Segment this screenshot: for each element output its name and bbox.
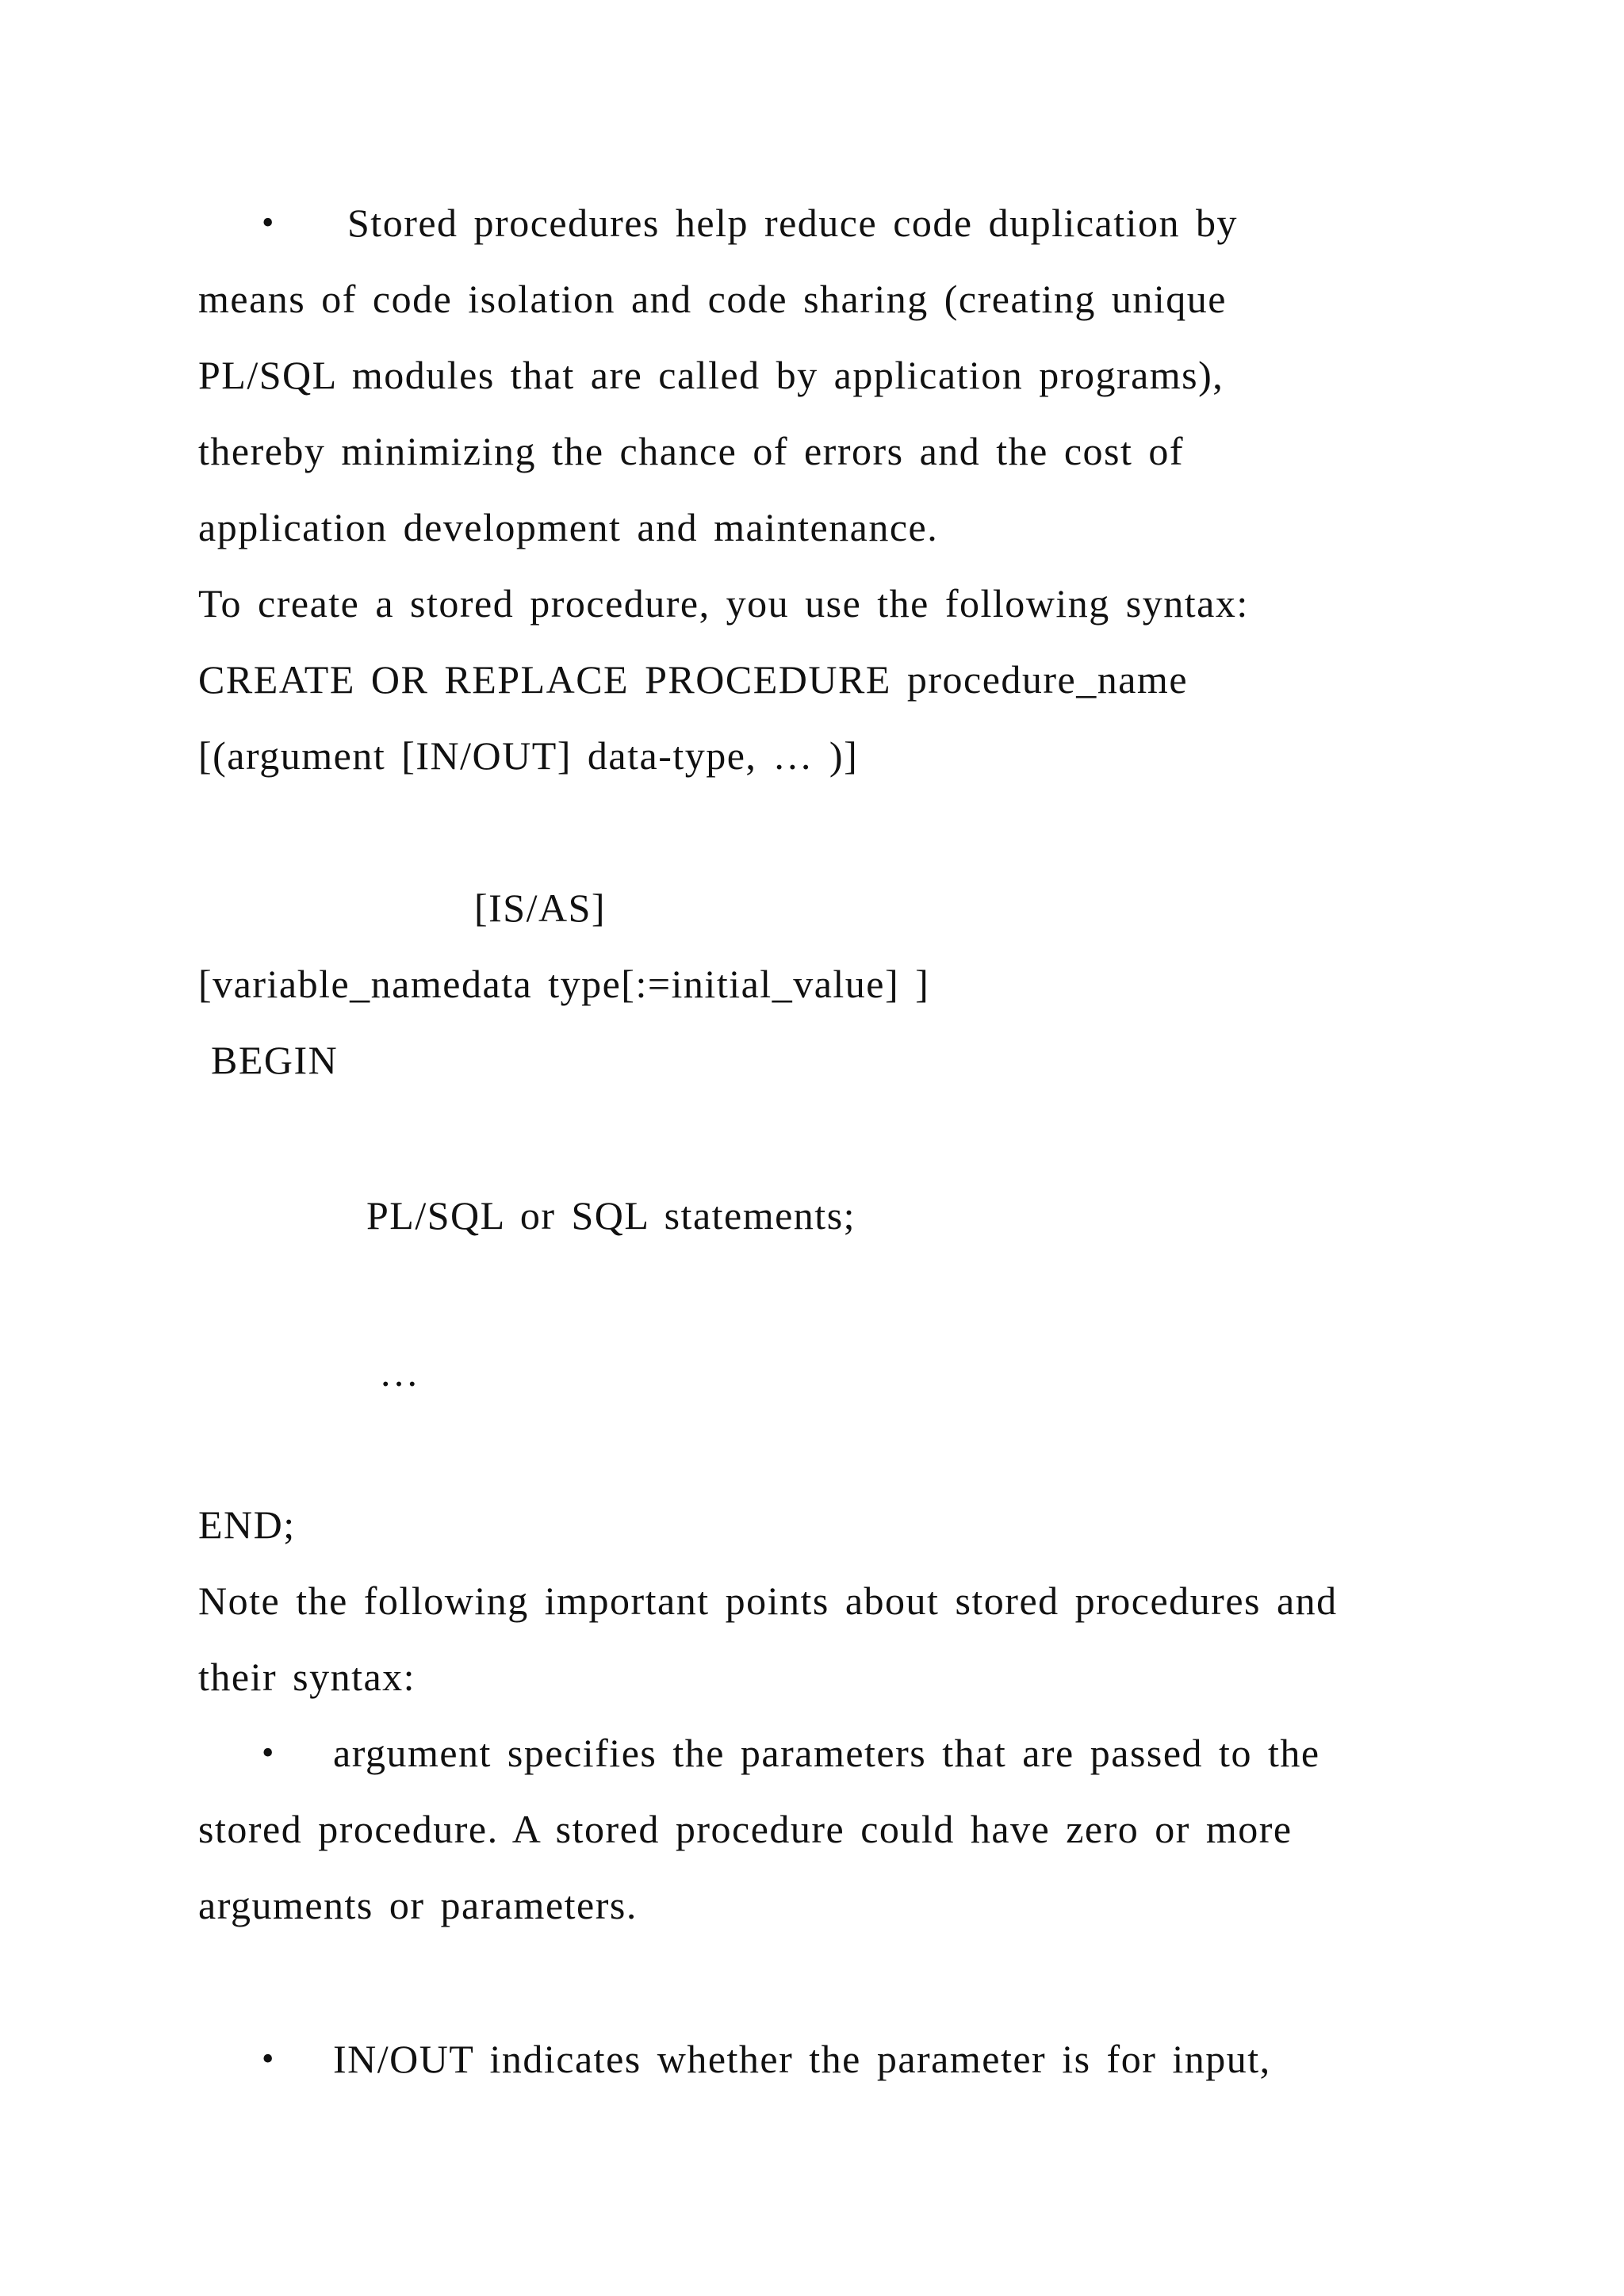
syntax-argument-line: [(argument [IN/OUT] data-type, … )]	[198, 733, 859, 778]
paragraph-line: means of code isolation and code sharing (creating unique	[198, 277, 1228, 321]
bullet-inout-line: IN/OUT indicates whether the parameter is for input,	[333, 2037, 1271, 2081]
syntax-ellipsis: …	[379, 1350, 420, 1395]
bullet-argument-line: argument specifies the parameters that are passed to the	[333, 1731, 1320, 1775]
bullet-marker: •	[262, 203, 274, 242]
note-intro-line: their syntax:	[198, 1655, 416, 1699]
paragraph-line: Stored procedures help reduce code duplication by	[347, 201, 1239, 245]
bullet-argument-line: arguments or parameters.	[198, 1883, 638, 1927]
paragraph-line: thereby minimizing the chance of errors and the cost of	[198, 429, 1185, 473]
paragraph-line: PL/SQL modules that are called by application programs),	[198, 353, 1224, 397]
bullet-marker: •	[262, 1733, 274, 1772]
bullet-argument-line: stored procedure. A stored procedure could have zero or more	[198, 1807, 1293, 1851]
note-intro-line: Note the following important points about stored procedures and	[198, 1578, 1338, 1623]
syntax-statements: PL/SQL or SQL statements;	[366, 1193, 856, 1238]
syntax-variable-line: [variable_namedata type[:=initial_value] ]	[198, 962, 930, 1006]
syntax-begin: BEGIN	[211, 1038, 339, 1082]
syntax-intro: To create a stored procedure, you use the following syntax:	[198, 581, 1249, 626]
syntax-is-as: [IS/AS]	[474, 886, 607, 930]
syntax-create-line: CREATE OR REPLACE PROCEDURE procedure_name	[198, 657, 1189, 702]
bullet-marker: •	[262, 2039, 274, 2078]
paragraph-line: application development and maintenance.	[198, 505, 939, 549]
syntax-end: END;	[198, 1502, 296, 1547]
